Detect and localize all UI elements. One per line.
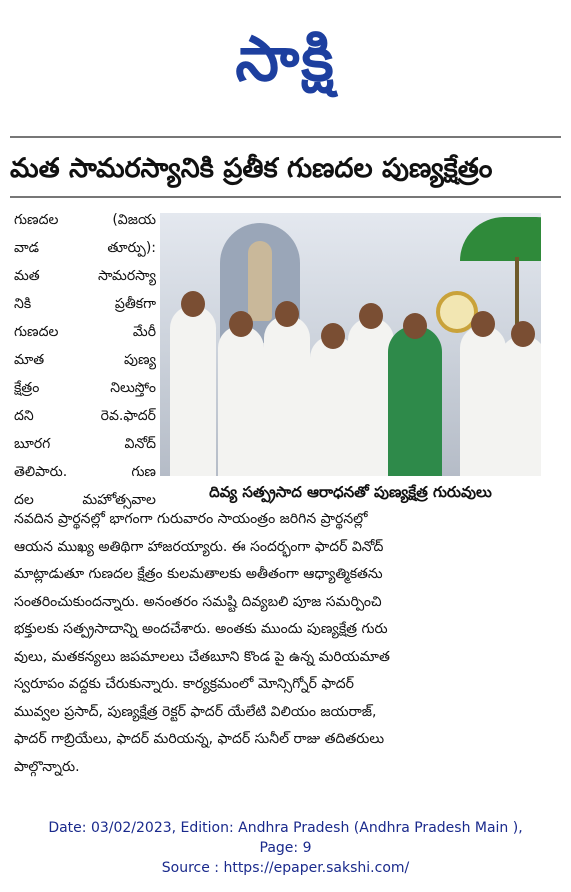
body-line: భక్తులకు సత్ప్రసాదాన్ని అందచేశారు. అంతకు ముందు పుణ్యక్షేత్ర గురు (14, 621, 388, 637)
article-photo (160, 213, 541, 476)
footer-source: Source : https://epaper.sakshi.com/ (161, 860, 410, 876)
footer-page: Page: 9 (259, 840, 312, 856)
left-column-line: గుణదల మేరీ (14, 324, 156, 340)
article-left-column (14, 206, 156, 514)
left-column-line: నికి ప్రతీకగా (14, 296, 156, 312)
sakshi-logo: సాక్షి (235, 22, 336, 95)
body-line: పాల్గొన్నారు. (14, 758, 80, 775)
top-divider (10, 136, 561, 138)
left-column-line: మత సామరస్యా (14, 268, 156, 284)
article-body (14, 506, 557, 781)
left-column-line: క్షేత్రం నిలుస్తోం (14, 380, 156, 396)
body-line: మాట్లాడుతూ గుణదల క్షేత్రం కులమతాలకు అతీతంగా ఆధ్యాత్మికతను (14, 566, 383, 582)
source-footer (0, 818, 571, 878)
body-line: వులు, మతకన్యలు జపమాలలు చేతబూని కొండ పై ఉన్న మరియమాత (14, 648, 390, 665)
body-line: ఆయన ముఖ్య అతిథిగా హాజరయ్యారు. ఈ సందర్భంగా ఫాదర్ వినోద్ (14, 538, 384, 555)
left-column-line: బూరగ వినోద్ (14, 436, 156, 452)
headline-divider (10, 196, 561, 198)
body-line: నవదిన ప్రార్థనల్లో భాగంగా గురువారం సాయంత్రం జరిగిన ప్రార్థనల్లో (14, 511, 368, 527)
body-line: సంతరించుకుందన్నారు. అనంతరం సమష్టి దివ్యబలి పూజ సమర్పించి (14, 593, 382, 610)
body-line: మువ్వల ప్రసాద్, పుణ్యక్షేత్ర రెక్టర్ ఫాదర్ యేలేటి విలియం జయరాజ్, (14, 703, 377, 720)
left-column-line: గుణదల (విజయ (14, 212, 156, 228)
article-headline: మత సామరస్యానికి ప్రతీక గుణదల పుణ్యక్షేత్రం (10, 153, 493, 184)
body-line: ఫాదర్ గాబ్రియేలు, ఫాదర్ మరియన్న, ఫాదర్ సునీల్ రాజు తదితరులు (14, 731, 385, 747)
left-column-line: మాత పుణ్య (14, 352, 156, 368)
left-column-line: దని రెవ.ఫాదర్ (14, 408, 156, 424)
footer-date-edition: Date: 03/02/2023, Edition: Andhra Pradesh (Andhra Pradesh Main ), (48, 820, 523, 836)
left-column-line: వాడ తూర్పు): (14, 240, 156, 256)
photo-caption: దివ్య సత్ప్రసాద ఆరాధనతో పుణ్యక్షేత్ర గురువులు (209, 483, 492, 501)
left-column-line: తెలిపారు. గుణ (14, 464, 156, 480)
body-line: స్వరూపం వద్దకు చేరుకున్నారు. కార్యక్రమంలో మోన్సిగ్నోర్ ఫాదర్ (14, 676, 354, 692)
masthead (0, 14, 571, 104)
left-column-line: దల మహోత్సవాల (14, 492, 156, 508)
